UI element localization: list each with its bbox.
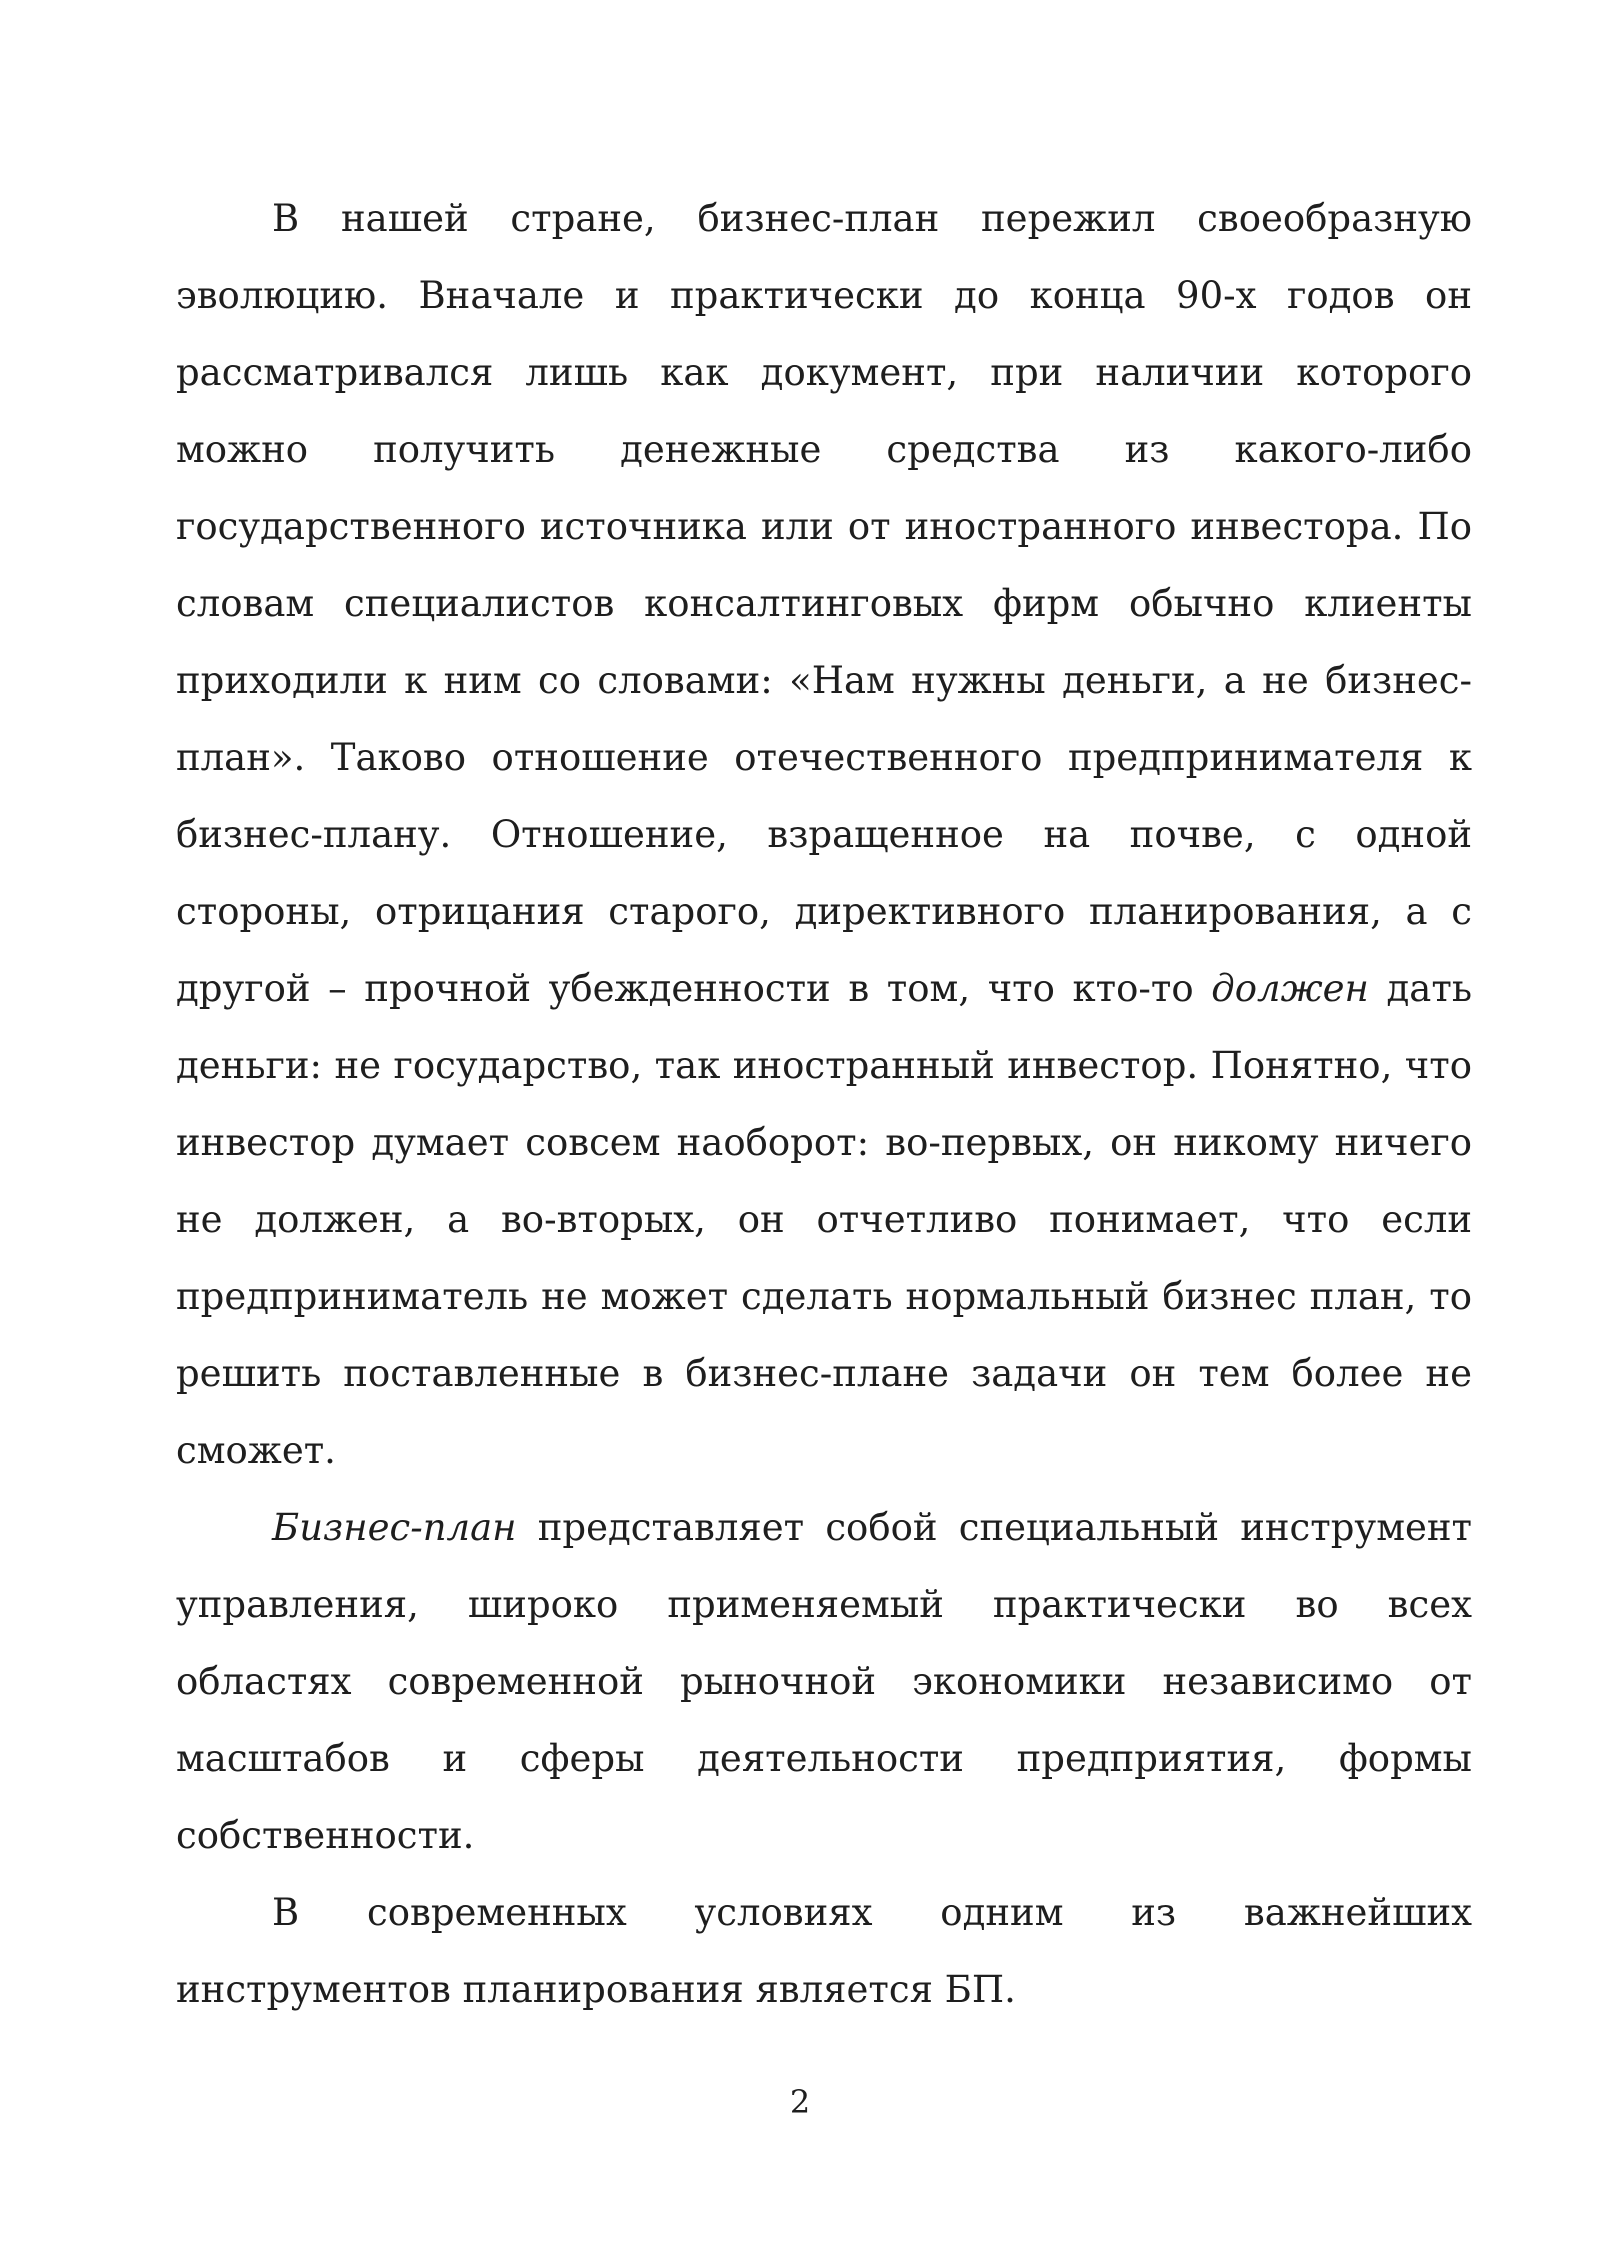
text-segment: дать деньги: не государство, так иностранный инвестор. Понятно, что инвестор думает совсем наоборот: во-первых, он никому ничего не должен, а во-вторых, он отчетливо понимает, что если предприниматель не может сделать нормальный бизнес план, то решить поставленные в бизнес-плане задачи он тем более не сможет. (176, 967, 1472, 1472)
paragraph-planning-instruments (176, 1874, 1472, 2028)
body-text (176, 180, 1472, 2028)
paragraph-business-plan-definition (176, 1489, 1472, 1874)
italic-term: Бизнес-план (272, 1506, 517, 1549)
text-segment: представляет собой специальный инструмент управления, широко применяемый практически во всех областях современной рыночной экономики независимо от масштабов и сферы деятельности предприятия, формы собственности. (176, 1506, 1472, 1857)
text-segment: В современных условиях одним из важнейших инструментов планирования является БП. (176, 1891, 1472, 2011)
text-segment: В нашей стране, бизнес-план пережил своеобразную эволюцию. Вначале и практически до конца 90-х годов он рассматривался лишь как документ, при наличии которого можно получить денежные средства из какого-либо государственного источника или от иностранного инвестора. По словам специалистов консалтинговых фирм обычно клиенты приходили к ним со словами: «Нам нужны деньги, а не бизнес-план». Таково отношение отечественного предпринимателя к бизнес-плану. Отношение, взращенное на почве, с одной стороны, отрицания старого, директивного планирования, а с другой – прочной убежденности в том, что кто-то (176, 197, 1472, 1010)
page-number: 2 (789, 2083, 811, 2121)
italic-emphasis: должен (1211, 967, 1369, 1010)
paragraph-business-plan-evolution (176, 180, 1472, 1489)
